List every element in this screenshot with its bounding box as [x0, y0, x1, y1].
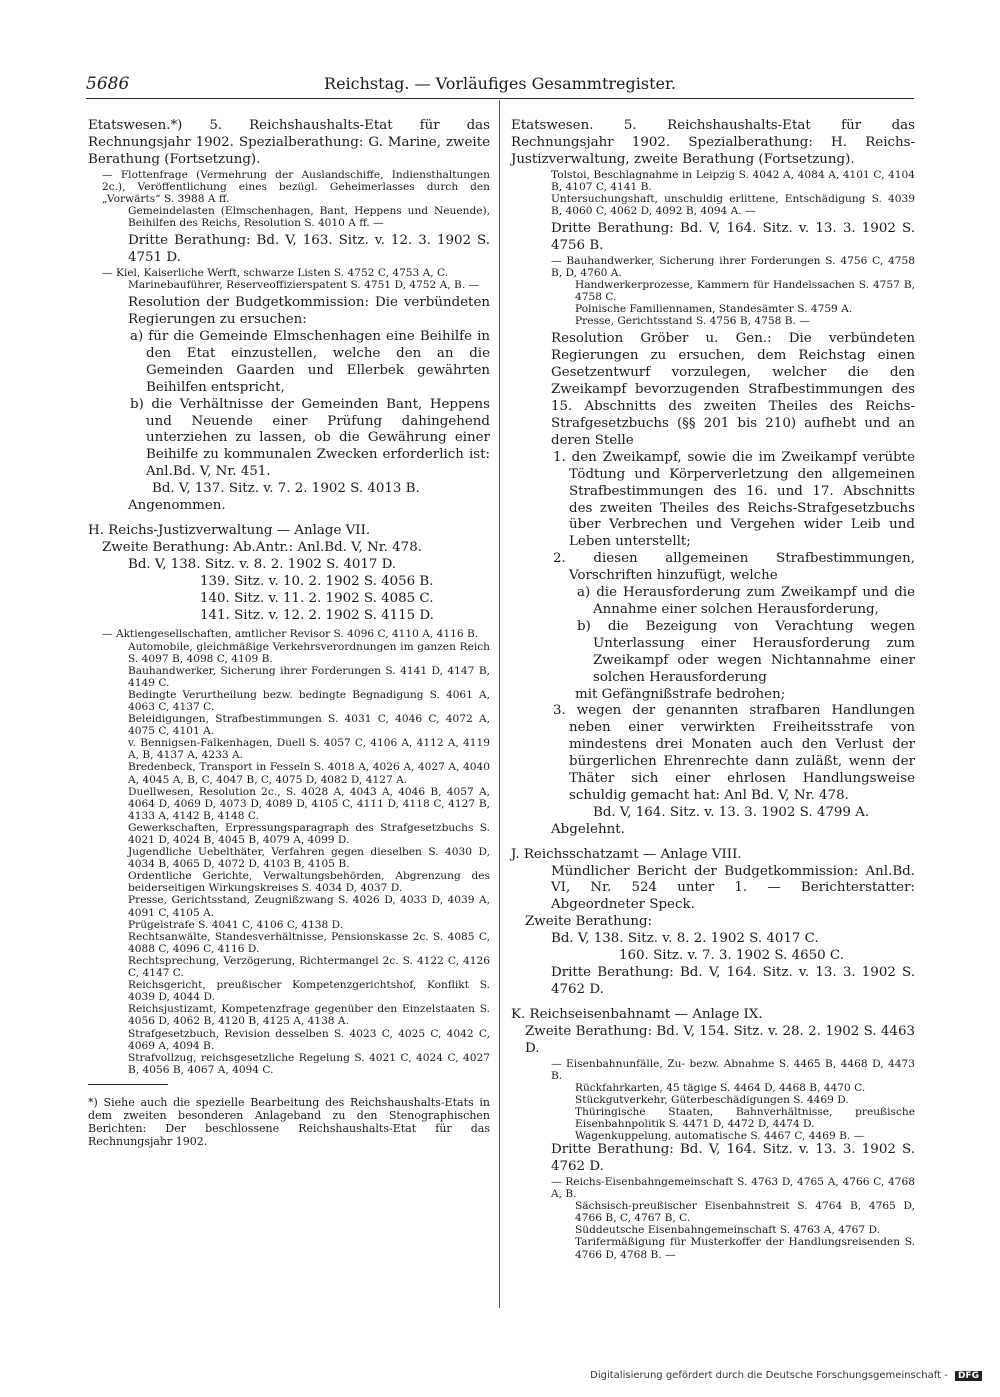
session-reference: Bd. V, 138. Sitz. v. 8. 2. 1902 S. 4017 C. [551, 931, 819, 947]
entry: Rechtsanwälte, Standesverhältnisse, Pensionskasse 2c. S. 4085 C, 4088 C, 4096 C, 4116 D. [128, 930, 490, 955]
entry: Jugendliche Uebelthäter, Verfahren gegen dieselben S. 4030 D, 4034 B, 4065 D, 4072 D, 4103 B, 4105 B. [128, 846, 490, 871]
entry: — Aktiengesellschaften, amtlicher Revisor S. 4096 C, 4110 A, 4116 B. [102, 628, 479, 641]
entry: Polnische Familiennamen, Standesämter S. 4759 A. [575, 303, 853, 316]
resolution-item-3: 3. wegen der genannten strafbaren Handlungen neben einer verwirkten Freiheitsstrafe von mindestens drei Monaten auch den Verlust der bürgerlichen Ehrenrechte dann zuläßt, wenn der Thäter sich einer ehrlosen Handlungsweise schuldig gemacht hat: Anl Bd. V, Nr. 478. [553, 703, 915, 803]
session-reference: Bd. V, 164. Sitz. v. 13. 3. 1902 S. 4799 A. [593, 804, 870, 820]
left-column [88, 118, 490, 1160]
dritte-berathung: Dritte Berathung: Bd. V, 164. Sitz. v. 13. 3. 1902 S. 4762 D. [551, 1142, 915, 1175]
resolution: Resolution Gröber u. Gen.: Die verbündeten Regierungen zu ersuchen, dem Reichstag einen Gesetzentwurf vorzulegen, welcher die den Zweikampf bevorzugenden Strafbestimmungen des 15. Abschnitts des zweiten Theiles des Reichs-Strafgesetzbuchs (§§ 201 bis 210) aufhebt und an deren Stelle [551, 331, 915, 448]
entry: Süddeutsche Eisenbahngemeinschaft S. 4763 A, 4767 D. [575, 1224, 880, 1237]
entry: Stückgutverkehr, Güterbeschädigungen S. 4469 D. [575, 1093, 849, 1106]
entry: Rechtsprechung, Verzögerung, Richtermangel 2c. S. 4122 C, 4126 C, 4147 C. [128, 954, 490, 980]
header-rule [86, 98, 914, 99]
dritte-berathung: Dritte Berathung: Bd. V, 164. Sitz. v. 13. 3. 1902 S. 4762 D. [551, 965, 915, 997]
resolution-item-2: 2. diesen allgemeinen Strafbestimmungen, Vorschriften hinzufügt, welche [553, 551, 915, 584]
entry: Wagenkuppelung, automatische S. 4467 C, 4469 B. — [575, 1130, 865, 1143]
right-column [511, 118, 915, 1261]
entry: Thüringische Staaten, Bahnverhältnisse, preußische Eisenbahnpolitik S. 4471 D, 4472 D, 4474 D. [575, 1105, 915, 1130]
entry: Automobile, gleichmäßige Verkehrsverordnungen im ganzen Reich S. 4097 B, 4098 C, 4109 B. [128, 640, 490, 665]
section-k-title: K. Reichseisenbahnamt — Anlage IX. [511, 1006, 763, 1022]
entry: Beleidigungen, Strafbestimmungen S. 4031 C, 4046 C, 4072 A, 4075 C, 4101 A. [128, 713, 490, 738]
zweite-berathung: Zweite Berathung: [525, 914, 653, 930]
entry: Reichsgericht, preußischer Kompetenzgerichtshof, Konflikt S. 4039 D, 4044 D. [128, 979, 490, 1004]
entry: Untersuchungshaft, unschuldig erlittene, Entschädigung S. 4039 B, 4060 C, 4062 D, 4092 B, 4094 A. — [551, 192, 915, 217]
entry: Reichsjustizamt, Kompetenzfrage gegenüber den Einzelstaaten S. 4056 D, 4062 B, 4120 B, 4125 A, 4138 A. [128, 1003, 490, 1028]
entry: Handwerkerprozesse, Kammern für Handelssachen S. 4757 B, 4758 C. [575, 279, 915, 304]
dfg-logo: DFG [955, 1371, 982, 1381]
entry: Ordentliche Gerichte, Verwaltungsbehörden, Abgrenzung des beiderseitigen Wirkungskreises S. 4034 D, 4037 D. [128, 870, 490, 895]
entry: Tolstoi, Beschlagnahme in Leipzig S. 4042 A, 4084 A, 4101 C, 4104 B, 4107 C, 4141 B. [551, 168, 915, 193]
entry: Bredenbeck, Transport in Fesseln S. 4018 A, 4026 A, 4027 A, 4040 A, 4045 A, B, C, 4047 B, C, 4075 D, 4082 D, 4127 A. [128, 761, 490, 786]
resolution-item-2a: a) die Herausforderung zum Zweikampf und die Annahme einer solchen Herausforderung, [577, 585, 915, 617]
session-reference: 140. Sitz. v. 11. 2. 1902 S. 4085 C. [200, 590, 434, 606]
entry: Bauhandwerker, Sicherung ihrer Forderungen S. 4141 D, 4147 B, 4149 C. [128, 664, 490, 689]
footnote: *) Siehe auch die spezielle Bearbeitung des Reichshaushalts-Etats in dem zweiten besonderen Anlageband zu den Stenographischen Berichten: Der beschlossene Reichshaushalts-Etat für das Rechnungsjahr 1902. [88, 1095, 490, 1149]
committee-report: Mündlicher Bericht der Budgetkommission: Anl.Bd. VI, Nr. 524 unter 1. — Berichterstatter: Abgeordneter Speck. [551, 863, 915, 913]
column-divider [499, 100, 500, 1308]
entry: Sächsisch-preußischer Eisenbahnstreit S. 4764 B, 4765 D, 4766 B, C, 4767 B, C. [575, 1200, 915, 1225]
entry: Presse, Gerichtsstand S. 4756 B, 4758 B. — [575, 315, 810, 328]
zweite-berathung: Zweite Berathung: Bd. V, 154. Sitz. v. 28. 2. 1902 S. 4463 D. [525, 1023, 915, 1056]
entry: — Kiel, Kaiserliche Werft, schwarze Listen S. 4752 C, 4753 A, C. [102, 267, 449, 279]
entry: Gemeindelasten (Elmschenhagen, Bant, Heppens und Neuende), Beihilfen des Reichs, Resolution S. 4010 A ff. — [128, 205, 490, 230]
section-j-title: J. Reichsschatzamt — Anlage VIII. [511, 846, 742, 862]
entry: Rückfahrkarten, 45 tägige S. 4464 D, 4468 B, 4470 C. [575, 1081, 866, 1094]
entry: Gewerkschaften, Erpressungsparagraph des Strafgesetzbuchs S. 4021 D, 4024 B, 4045 B, 4079 A, 4099 D. [128, 821, 490, 846]
page-number: 5686 [86, 74, 130, 94]
page-header [86, 74, 914, 98]
entry: Tarifermäßigung für Musterkoffer der Handlungsreisenden S. 4766 D, 4768 B. — [575, 1236, 915, 1261]
entry: — Eisenbahnunfälle, Zu- bezw. Abnahme S. 4465 B, 4468 D, 4473 B. [551, 1057, 915, 1082]
entry: Strafvollzug, reichsgesetzliche Regelung S. 4021 C, 4024 C, 4027 B, 4056 B, 4067 A, 4094 C. [128, 1051, 490, 1076]
credit-text: Digitalisierung gefördert durch die Deutsche Forschungsgemeinschaft - [590, 1370, 948, 1381]
session-reference: Bd. V, 138. Sitz. v. 8. 2. 1902 S. 4017 D. [128, 556, 397, 572]
resolution-item-2c: mit Gefängnißstrafe bedrohen; [575, 686, 786, 702]
entry: Presse, Gerichtsstand, Zeugnißzwang S. 4026 D, 4033 D, 4039 A, 4091 C, 4105 A. [128, 894, 490, 919]
session-reference: Bd. V, 137. Sitz. v. 7. 2. 1902 S. 4013 B. [152, 481, 420, 497]
footnote-rule [88, 1084, 168, 1085]
session-reference: 141. Sitz. v. 12. 2. 1902 S. 4115 D. [200, 607, 434, 623]
resolution-item-a: a) für die Gemeinde Elmschenhagen eine Beihilfe in den Etat einzustellen, welche den an die Gemeinden Gaarden und Ellerbek gewährten Beihilfen entspricht, [130, 329, 490, 395]
entry: Prügelstrafe S. 4041 C, 4106 C, 4138 D. [128, 918, 344, 931]
entry: — Bauhandwerker, Sicherung ihrer Forderungen S. 4756 C, 4758 B, D, 4760 A. [551, 254, 915, 279]
session-reference: 160. Sitz. v. 7. 3. 1902 S. 4650 C. [619, 948, 844, 964]
decision: Angenommen. [128, 498, 226, 514]
section-heading: Etatswesen. 5. Reichshaushalts-Etat für das Rechnungsjahr 1902. Spezialberathung: H. Reichs-Justizverwaltung, zweite Berathung (Fortsetzung). [511, 118, 915, 167]
resolution-item-b: b) die Verhältnisse der Gemeinden Bant, Heppens und Neuende einer Prüfung dahingehend unterziehen zu lassen, ob die Gewährung einer Beihilfe zu kommunalen Zwecken erforderlich ist: Anl.Bd. V, Nr. 451. [130, 396, 490, 480]
resolution-item-2b: b) die Bezeigung von Verachtung wegen Unterlassung einer Herausforderung zum Zweikampf oder wegen Nichtannahme einer solchen Herausforderung [577, 618, 915, 685]
entry: Duellwesen, Resolution 2c., S. 4028 A, 4043 A, 4046 B, 4057 A, 4064 D, 4069 D, 4073 D, 4089 D, 4105 C, 4111 D, 4118 C, 4127 B, 4133 A, 4142 B, 4148 C. [128, 785, 490, 822]
session-reference: 139. Sitz. v. 10. 2. 1902 S. 4056 B. [200, 573, 434, 589]
entry: — Reichs-Eisenbahngemeinschaft S. 4763 D, 4765 A, 4766 C, 4768 A, B. [551, 1176, 915, 1201]
entry: v. Bennigsen-Falkenhagen, Duell S. 4057 C, 4106 A, 4112 A, 4119 A, B, 4137 A, 4233 A. [128, 737, 490, 762]
dritte-berathung: Dritte Berathung: Bd. V, 163. Sitz. v. 12. 3. 1902 S. 4751 D. [128, 233, 490, 266]
section-h-title: H. Reichs-Justizverwaltung — Anlage VII. [88, 522, 371, 538]
entry: Strafgesetzbuch, Revision desselben S. 4023 C, 4025 C, 4042 C, 4069 A, 4094 B. [128, 1027, 490, 1052]
digitization-credit [590, 1370, 982, 1381]
resolution-item-1: 1. den Zweikampf, sowie die im Zweikampf verübte Tödtung und Körperverletzung den allgemeinen Strafbestimmungen des 16. und 17. Abschnitts des zweiten Theiles des Reichs-Strafgesetzbuchs über Verbrechen und Vergehen wider Leib und Leben unterstellt; [553, 449, 915, 550]
dritte-berathung: Dritte Berathung: Bd. V, 164. Sitz. v. 13. 3. 1902 S. 4756 B. [551, 221, 915, 253]
decision: Abgelehnt. [551, 821, 625, 837]
section-heading: Etatswesen.*) 5. Reichshaushalts-Etat für das Rechnungsjahr 1902. Spezialberathung: G. Marine, zweite Berathung (Fortsetzung). [88, 118, 490, 167]
entry: — Flottenfrage (Vermehrung der Auslandschiffe, Indiensthaltungen 2c.), Veröffentlichung eines bezügl. Geheimerlasses durch den „Vorwärts“ S. 3988 A ff. [102, 168, 490, 205]
resolution: Resolution der Budgetkommission: Die verbündeten Regierungen zu ersuchen: [128, 295, 490, 328]
zweite-berathung: Zweite Berathung: Ab.Antr.: Anl.Bd. V, Nr. 478. [102, 539, 422, 555]
running-title: Reichstag. — Vorläufiges Gesammtregister. [324, 74, 676, 93]
entry: Marinebauführer, Reserveoffizierspatent S. 4751 D, 4752 A, B. — [128, 279, 480, 292]
entry: Bedingte Verurtheilung bezw. bedingte Begnadigung S. 4061 A, 4063 C, 4137 C. [128, 688, 490, 713]
